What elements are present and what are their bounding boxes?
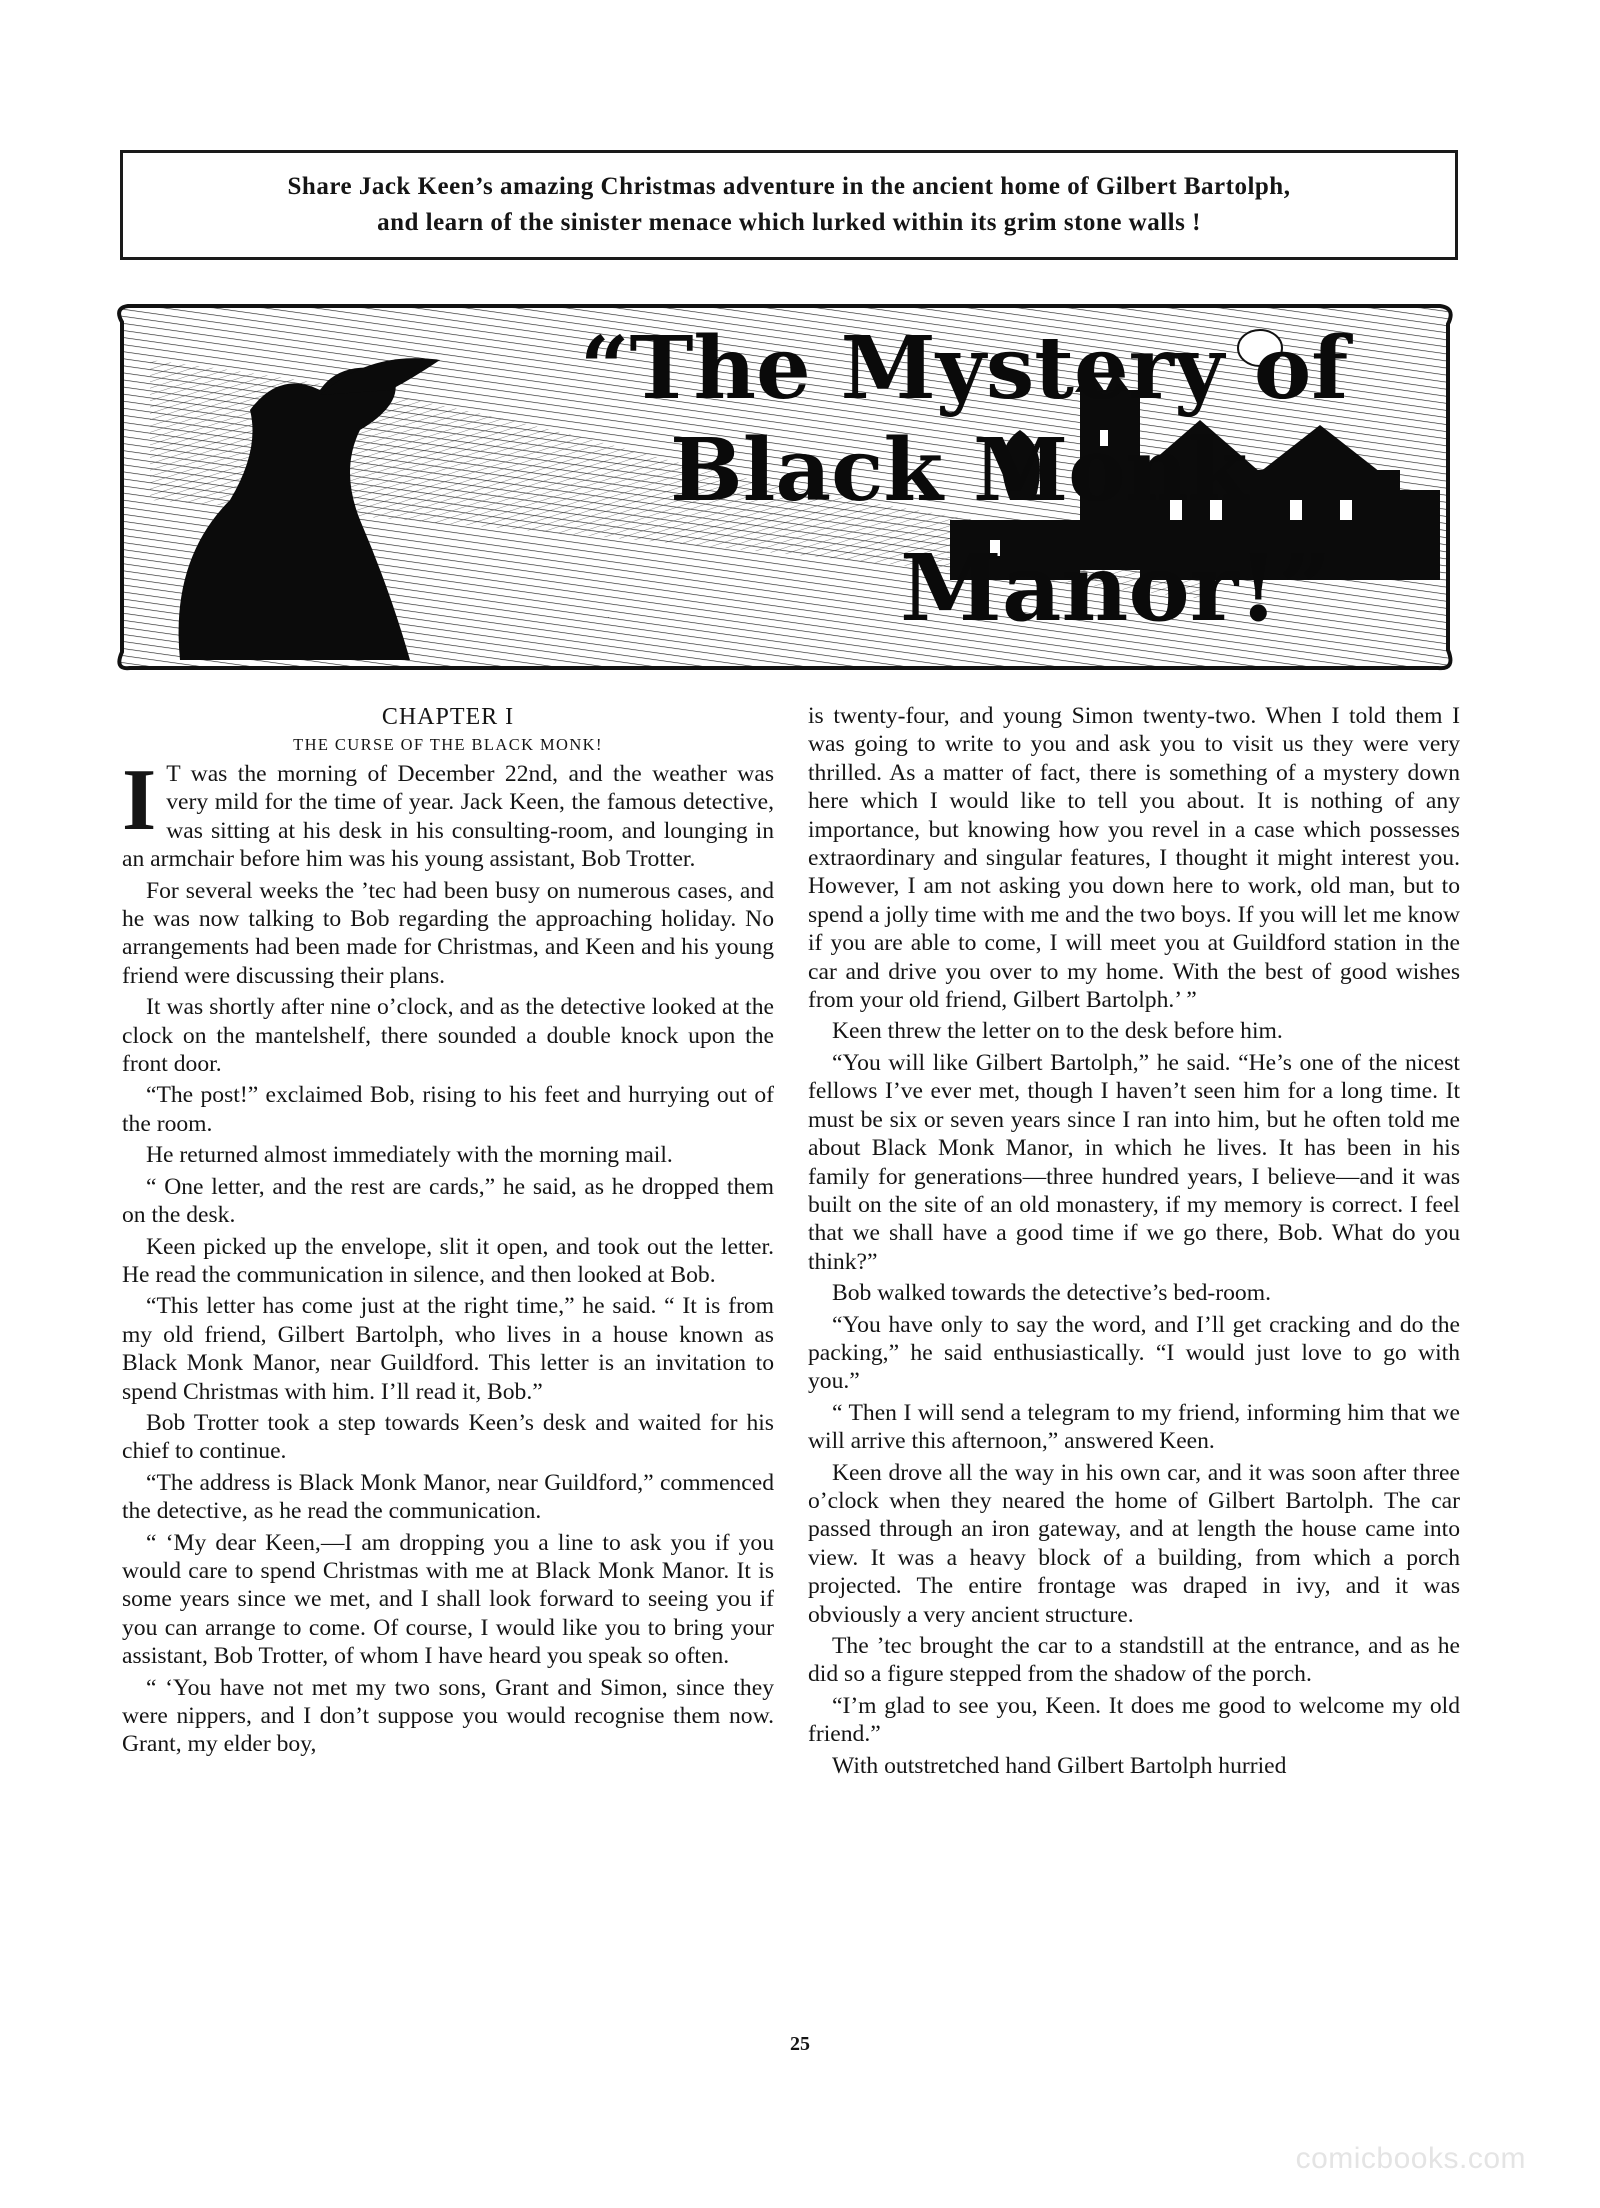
title-illustration (110, 300, 1460, 675)
story-paragraph: Keen picked up the envelope, slit it open, and took out the letter. He read the communication in silence, and then looked at Bob. (122, 1233, 774, 1288)
title-line-3: Manor!” (900, 534, 1332, 642)
title-illustration-svg (110, 300, 1460, 675)
story-paragraph: The ’tec brought the car to a standstill at the entrance, and as he did so a figure stepped from the shadow of the porch. (808, 1633, 1460, 1688)
right-column (808, 702, 1460, 1992)
left-column (122, 702, 774, 1992)
title-line-1: “The Mystery of (580, 318, 1349, 419)
story-paragraph: It was shortly after nine o’clock, and as the detective looked at the clock on the mantelshelf, there sounded a double knock upon the front door. (122, 994, 774, 1078)
story-paragraph: “ ‘You have not met my two sons, Grant and Simon, since they were nippers, and I don’t suppose you would recognise them now. Grant, my elder boy, (122, 1674, 774, 1758)
story-paragraph: “ ‘My dear Keen,—I am dropping you a line to ask you if you would care to spend Christmas with me at Black Monk Manor. It is some years since we met, and I shall look forward to seeing you if you can arrange to come. Of course, I would like you to bring your assistant, Bob Trotter, of whom I have heard you speak so often. (122, 1529, 774, 1670)
story-paragraph: He returned almost immediately with the morning mail. (146, 1142, 673, 1169)
story-paragraph: “ Then I will send a telegram to my friend, informing him that we will arrive this afternoon,” answered Keen. (808, 1399, 1460, 1455)
story-columns (122, 702, 1460, 1992)
page-number: 25 (790, 2033, 810, 2055)
story-paragraph: Keen drove all the way in his own car, and it was soon after three o’clock when they neared the home of Gilbert Bartolph. The car passed through an iron gateway, and at length the house came into view. It was a heavy block of a building, from which a porch projected. The entire frontage was draped in ivy, and it was obviously a very ancient structure. (808, 1459, 1460, 1628)
story-paragraph: Bob Trotter took a step towards Keen’s desk and waited for his chief to continue. (122, 1409, 774, 1465)
story-paragraph: is twenty-four, and young Simon twenty-two. When I told them I was going to write to you and ask you to visit us they were very thrilled. As a matter of fact, there is something of a mystery down here which I would like to tell you about. It is nothing of any importance, but knowing how you revel in a case which possesses extraordinary and singular features, I thought it might interest you. However, I am not asking you down here to work, old man, but to spend a jolly time with me and the two boys. If you will let me know if you are able to come, I will meet you at Guildford station in the car and drive you over to my home. With the best of good wishes from your old friend, Gilbert Bartolph.’ ” (808, 703, 1460, 1014)
intro-line-1: Share Jack Keen’s amazing Christmas adventure in the ancient home of Gilbert Bartolph, (287, 173, 1291, 200)
story-paragraph: “You will like Gilbert Bartolph,” he said. “He’s one of the nicest fellows I’ve ever met, though I haven’t seen him for a long time. It must be six or seven years since I ran into him, but he often told me about Black Monk Manor, in which he lives. It has been in his family for generations—three hundred years, I believe—and it was built on the site of an old monastery, if my memory is correct. I feel that we shall have a good time if we go there, Bob. What do you think?” (808, 1049, 1460, 1275)
site-watermark: comicbooks.com (1295, 2142, 1526, 2175)
chapter-subheading: THE CURSE OF THE BLACK MONK! (293, 735, 603, 754)
intro-line-2: and learn of the sinister menace which lurked within its grim stone walls ! (377, 209, 1201, 236)
story-paragraph: For several weeks the ’tec had been busy on numerous cases, and he was now talking to Bob regarding the approaching holiday. No arrangements had been made for Christmas, and Keen and his young friend were discussing their plans. (122, 877, 774, 989)
drop-cap: I (122, 752, 157, 849)
story-paragraph: “This letter has come just at the right time,” he said. “ It is from my old friend, Gilbert Bartolph, who lives in a house known as Black Monk Manor, near Guildford. This letter is an invitation to spend Christmas with him. I’ll read it, Bob.” (122, 1293, 774, 1405)
story-paragraph: I T was the morning of December 22nd, and the weather was very mild for the time of year. Jack Keen, the famous detective, was sitting at his desk in his consulting-room, and lounging in an armchair before him was his young assistant, Bob Trotter. (122, 752, 774, 873)
story-paragraph: “You have only to say the word, and I’ll get cracking and do the packing,” he said enthusiastically. “I would just love to go with you.” (808, 1311, 1460, 1395)
story-paragraph: “The address is Black Monk Manor, near Guildford,” commenced the detective, as he read the communication. (122, 1469, 774, 1525)
title-line-2: Black Monk (670, 420, 1248, 521)
story-paragraph: “The post!” exclaimed Bob, rising to his feet and hurrying out of the room. (122, 1082, 774, 1137)
story-paragraph: With outstretched hand Gilbert Bartolph hurried (832, 1752, 1287, 1779)
story-paragraph: “I’m glad to see you, Keen. It does me good to welcome my old friend.” (808, 1692, 1460, 1748)
story-paragraph: Keen threw the letter on to the desk before him. (832, 1018, 1283, 1045)
chapter-heading: CHAPTER I (381, 704, 515, 730)
story-paragraph: “ One letter, and the rest are cards,” he said, as he dropped them on the desk. (122, 1173, 774, 1229)
intro-box (120, 150, 1458, 260)
story-paragraph: Bob walked towards the detective’s bed-room. (832, 1280, 1271, 1307)
